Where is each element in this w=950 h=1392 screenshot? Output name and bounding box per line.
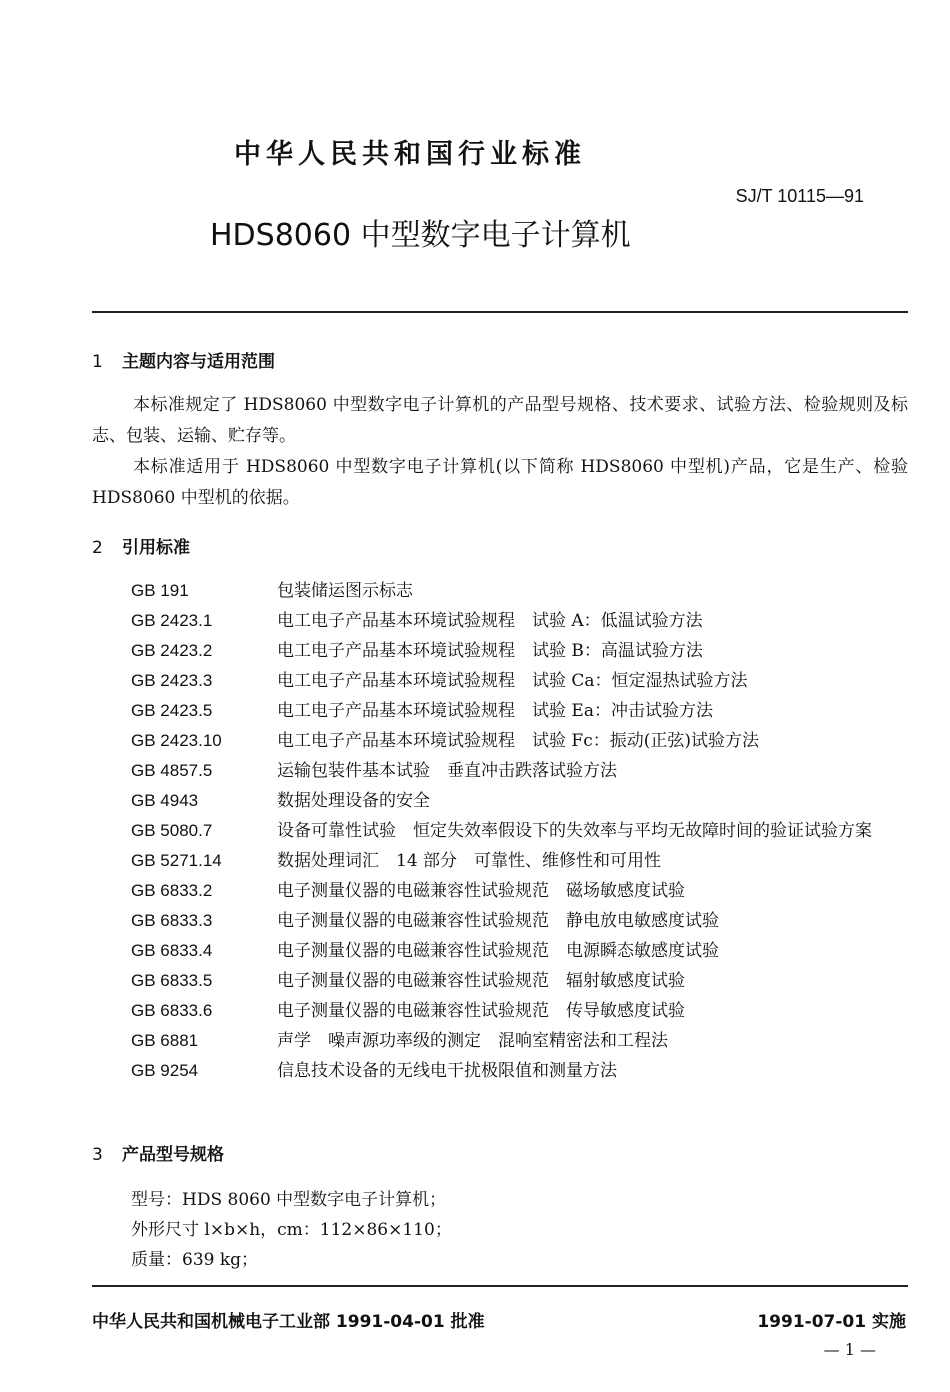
section-title: 引用标准 xyxy=(122,538,190,558)
section-3-heading xyxy=(92,1140,224,1165)
section-title: 主题内容与适用范围 xyxy=(122,352,275,372)
reference-code: GB 4857.5 xyxy=(131,761,213,780)
section-1-paragraph-2 xyxy=(92,452,908,514)
approval-note: 中华人民共和国机械电子工业部 1991-04-01 批准 xyxy=(92,1312,485,1332)
spec-mass: 质量：639 kg； xyxy=(131,1250,259,1270)
reference-row xyxy=(131,1056,931,1086)
reference-row xyxy=(131,846,931,876)
section-number: 1 xyxy=(92,352,103,372)
implementation-date: 1991-07-01 实施 xyxy=(757,1312,906,1332)
reference-code: GB 2423.2 xyxy=(131,641,213,660)
reference-code: GB 191 xyxy=(131,581,189,600)
reference-title: 电工电子产品基本环境试验规程 试验 B：高温试验方法 xyxy=(277,641,703,661)
reference-title: 电子测量仪器的电磁兼容性试验规范 传导敏感度试验 xyxy=(277,1001,685,1021)
reference-code: GB 2423.5 xyxy=(131,701,213,720)
reference-code: GB 6833.4 xyxy=(131,941,213,960)
reference-code: GB 4943 xyxy=(131,791,199,810)
reference-title: 数据处理词汇 14 部分 可靠性、维修性和可用性 xyxy=(277,851,662,871)
page-number: — 1 — xyxy=(823,1340,876,1359)
paragraph-text: 本标准适用于 HDS8060 中型数字电子计算机(以下简称 HDS8060 中型机)产品，它是生产、检验 HDS8060 中型机的依据。 xyxy=(92,457,908,508)
reference-code: GB 5271.14 xyxy=(131,851,222,870)
reference-title: 电工电子产品基本环境试验规程 试验 Fc：振动(正弦)试验方法 xyxy=(277,731,759,751)
reference-title: 信息技术设备的无线电干扰极限值和测量方法 xyxy=(277,1061,617,1081)
reference-title: 电子测量仪器的电磁兼容性试验规范 辐射敏感度试验 xyxy=(277,971,685,991)
reference-row xyxy=(131,876,931,906)
reference-code: GB 6833.2 xyxy=(131,881,213,900)
reference-row xyxy=(131,726,931,756)
reference-row xyxy=(131,606,931,636)
reference-row xyxy=(131,1026,931,1056)
reference-row xyxy=(131,816,931,846)
reference-row xyxy=(131,636,931,666)
section-title: 产品型号规格 xyxy=(122,1145,224,1165)
reference-title: 电工电子产品基本环境试验规程 试验 Ea：冲击试验方法 xyxy=(277,701,713,721)
reference-code: GB 6881 xyxy=(131,1031,199,1050)
section-2-heading xyxy=(92,533,190,558)
reference-title: 电子测量仪器的电磁兼容性试验规范 电源瞬态敏感度试验 xyxy=(277,941,719,961)
section-1-paragraph-1 xyxy=(92,390,908,452)
reference-code: GB 6833.3 xyxy=(131,911,213,930)
reference-title: 电工电子产品基本环境试验规程 试验 A：低温试验方法 xyxy=(277,611,703,631)
reference-title: 运输包装件基本试验 垂直冲击跌落试验方法 xyxy=(277,761,617,781)
reference-title: 包装储运图示标志 xyxy=(277,581,413,601)
paragraph-text: 本标准规定了 HDS8060 中型数字电子计算机的产品型号规格、技术要求、试验方法、检验规则及标志、包装、运输、贮存等。 xyxy=(92,395,908,446)
reference-title: 数据处理设备的安全 xyxy=(277,791,430,811)
reference-row xyxy=(131,576,931,606)
reference-row xyxy=(131,966,931,996)
org-title: 中华人民共和国行业标准 xyxy=(234,139,586,170)
reference-code: GB 2423.10 xyxy=(131,731,222,750)
reference-row xyxy=(131,906,931,936)
reference-code: GB 5080.7 xyxy=(131,821,213,840)
reference-list xyxy=(131,576,931,1086)
section-1-heading xyxy=(92,347,275,372)
footer-rule xyxy=(92,1285,908,1287)
reference-title: 电工电子产品基本环境试验规程 试验 Ca：恒定湿热试验方法 xyxy=(277,671,748,691)
reference-row xyxy=(131,666,931,696)
reference-row xyxy=(131,696,931,726)
reference-row xyxy=(131,756,931,786)
reference-code: GB 9254 xyxy=(131,1061,199,1080)
section-number: 2 xyxy=(92,538,103,558)
reference-code: GB 6833.5 xyxy=(131,971,213,990)
reference-row xyxy=(131,996,931,1026)
reference-title: 电子测量仪器的电磁兼容性试验规范 磁场敏感度试验 xyxy=(277,881,685,901)
reference-title: 设备可靠性试验 恒定失效率假设下的失效率与平均无故障时间的验证试验方案 xyxy=(277,821,872,841)
reference-title: 电子测量仪器的电磁兼容性试验规范 静电放电敏感度试验 xyxy=(277,911,719,931)
section-number: 3 xyxy=(92,1145,103,1165)
reference-code: GB 2423.3 xyxy=(131,671,213,690)
reference-row xyxy=(131,936,931,966)
reference-code: GB 6833.6 xyxy=(131,1001,213,1020)
spec-dimensions: 外形尺寸 l×b×h，cm：112×86×110； xyxy=(131,1220,452,1240)
standard-number: SJ/T 10115—91 xyxy=(735,186,864,206)
header-rule xyxy=(92,311,908,313)
spec-model: 型号：HDS 8060 中型数字电子计算机； xyxy=(131,1190,447,1210)
reference-row xyxy=(131,786,931,816)
document-title: HDS8060 中型数字电子计算机 xyxy=(210,218,631,253)
reference-code: GB 2423.1 xyxy=(131,611,213,630)
reference-title: 声学 噪声源功率级的测定 混响室精密法和工程法 xyxy=(277,1031,668,1051)
